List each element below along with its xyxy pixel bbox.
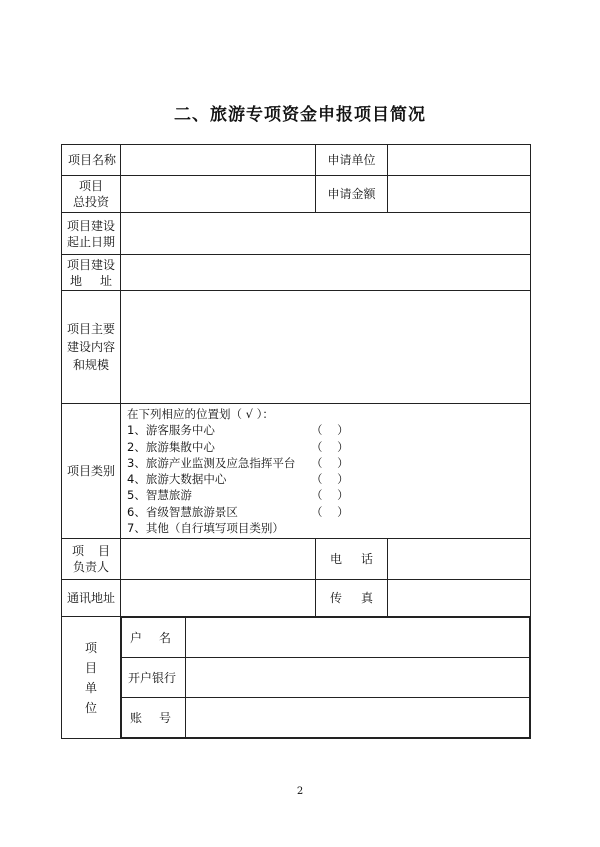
label-total-investment-line2: 总投资: [72, 195, 109, 209]
label-location-line2: [62, 273, 120, 289]
category-option[interactable]: [127, 487, 530, 503]
field-address[interactable]: [121, 580, 316, 617]
field-fax[interactable]: [388, 580, 531, 617]
label-phone-char2: 话: [360, 552, 373, 567]
label-location-line1: 项目建设: [66, 257, 115, 272]
label-bank: 开户银行: [122, 658, 186, 698]
unit-subtable: [121, 617, 530, 738]
row-account-name: [122, 618, 530, 658]
label-applied-amount: 申请金额: [316, 176, 388, 213]
label-account-no-char2: 号: [158, 710, 171, 725]
unit-subtable-cell: [121, 617, 531, 739]
row-content: [62, 291, 531, 404]
label-content: [62, 291, 121, 404]
category-option-checkbox[interactable]: （ ）: [311, 423, 349, 438]
label-address: 通讯地址: [62, 580, 121, 617]
row-address: [62, 580, 531, 617]
category-option[interactable]: [127, 504, 530, 520]
field-phone[interactable]: [388, 539, 531, 580]
field-applicant-unit[interactable]: [388, 145, 531, 176]
application-form-table: [61, 144, 531, 739]
page-title: 二、旅游专项资金申报项目简况: [174, 105, 426, 125]
category-option-label: 7、其他（自行填写项目类别）: [127, 521, 284, 536]
label-account-name-char1: 户: [130, 630, 143, 645]
field-bank[interactable]: [186, 658, 530, 698]
label-leader-line1: [62, 543, 120, 559]
label-unit-char4: 位: [84, 700, 97, 715]
label-project-name: 项目名称: [62, 145, 121, 176]
label-unit-char2: 目: [84, 660, 97, 675]
category-option-label: 4、旅游大数据中心: [127, 472, 227, 487]
category-option-checkbox[interactable]: （ ）: [311, 472, 349, 487]
label-location-char1: 地: [69, 273, 82, 288]
label-leader-line2: 负责人: [72, 560, 109, 575]
category-option[interactable]: [127, 455, 530, 471]
label-leader: [62, 539, 121, 580]
field-total-investment[interactable]: [121, 176, 316, 213]
field-account-name[interactable]: [186, 618, 530, 658]
label-fax-char1: 传: [330, 591, 343, 606]
category-options: [121, 404, 531, 539]
field-leader[interactable]: [121, 539, 316, 580]
label-fax-char2: 真: [360, 591, 373, 606]
field-project-name[interactable]: [121, 145, 316, 176]
field-period[interactable]: [121, 213, 531, 255]
category-option[interactable]: [127, 520, 530, 536]
label-total-investment: [62, 176, 121, 213]
row-location: [62, 255, 531, 291]
label-content-line1: 项目主要: [66, 322, 115, 336]
category-option-label: 6、省级智慧旅游景区: [127, 504, 238, 519]
category-option-label: 5、智慧旅游: [127, 488, 192, 503]
category-option[interactable]: [127, 471, 530, 487]
field-location[interactable]: [121, 255, 531, 291]
row-unit: [62, 617, 531, 739]
category-option-label: 2、旅游集散中心: [127, 439, 215, 454]
category-intro: 在下列相应的位置划（ √ ）：: [127, 407, 274, 421]
label-period: [62, 213, 121, 255]
label-fax: [316, 580, 388, 617]
label-account-no-char1: 账: [130, 710, 143, 725]
label-phone: [316, 539, 388, 580]
row-period: [62, 213, 531, 255]
label-unit-char3: 单: [84, 680, 97, 695]
label-leader-char1: 项: [71, 544, 84, 559]
label-content-line2: 建设内容: [66, 340, 115, 354]
label-applicant-unit: 申请单位: [316, 145, 388, 176]
label-period-line2: 起止日期: [66, 234, 115, 249]
label-account-name-char2: 名: [158, 630, 171, 645]
category-option[interactable]: [127, 422, 530, 438]
category-option-checkbox[interactable]: （ ）: [311, 439, 349, 454]
label-total-investment-line1: 项目: [78, 179, 103, 193]
field-applied-amount[interactable]: [388, 176, 531, 213]
category-option-label: 1、游客服务中心: [127, 423, 215, 438]
field-content[interactable]: [121, 291, 531, 404]
category-option-checkbox[interactable]: （ ）: [311, 504, 349, 519]
page-number: 2: [296, 786, 304, 797]
category-option[interactable]: [127, 439, 530, 455]
label-location-char2: 址: [100, 273, 113, 288]
label-category: 项目类别: [62, 404, 121, 539]
label-leader-char2: 目: [98, 544, 111, 559]
category-option-checkbox[interactable]: （ ）: [311, 455, 349, 470]
label-phone-char1: 电: [330, 552, 343, 567]
category-option-label: 3、旅游产业监测及应急指挥平台: [127, 455, 296, 470]
label-content-line3: 和规模: [72, 358, 109, 372]
row-project-name: [62, 145, 531, 176]
label-account-no: [122, 698, 186, 738]
label-unit-char1: 项: [84, 640, 97, 655]
label-account-name: [122, 618, 186, 658]
row-leader: [62, 539, 531, 580]
label-location: [62, 255, 121, 291]
row-total-investment: [62, 176, 531, 213]
label-period-line1: 项目建设: [66, 218, 115, 233]
row-bank: [122, 658, 530, 698]
label-unit: [62, 617, 121, 739]
row-account-no: [122, 698, 530, 738]
field-account-no[interactable]: [186, 698, 530, 738]
category-option-checkbox[interactable]: （ ）: [311, 488, 349, 503]
row-category: [62, 404, 531, 539]
